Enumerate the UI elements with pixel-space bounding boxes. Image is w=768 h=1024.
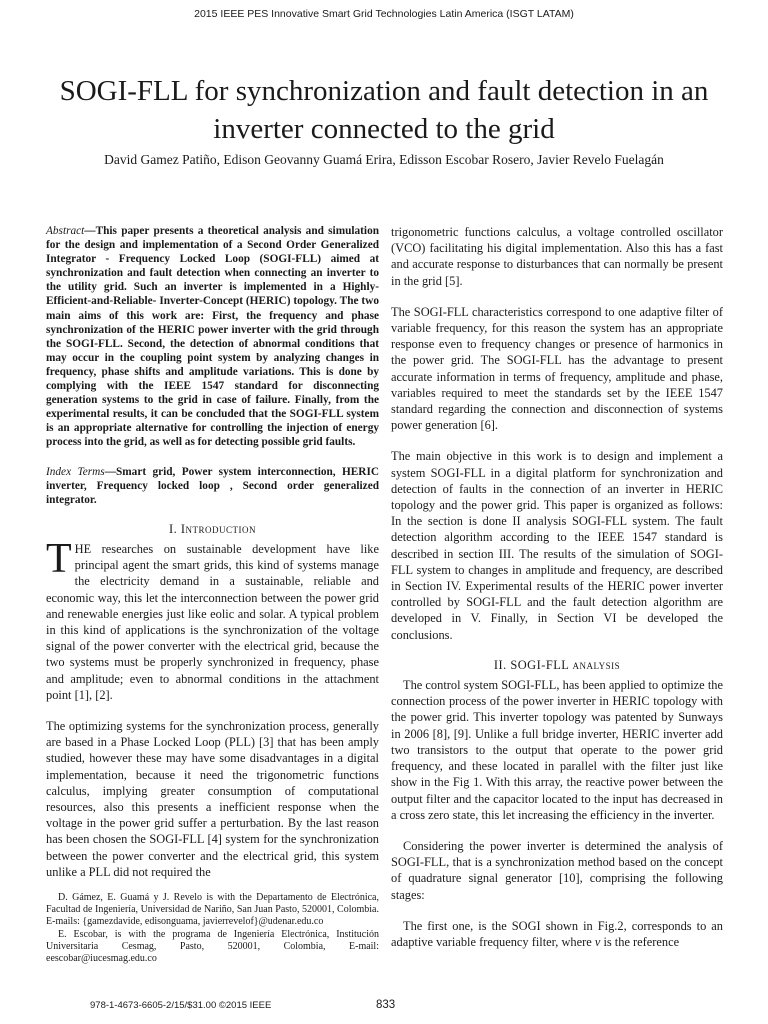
drop-cap: T: [46, 535, 72, 582]
footnote: E. Escobar, is with the programa de Ingeniería Electrónica, Institución Universitaria Cesmag, Pasto, 520001, Colombia, E-mail: eescobar@iucesmag.edu.co: [46, 928, 379, 965]
right-paragraph-1: trigonometric functions calculus, a voltage controlled oscillator (VCO) facilitating his digital implementation. Also this has a fast and accurate response to disturbances that can normally be present in the grid [5].: [391, 225, 723, 288]
page-number: 833: [376, 999, 396, 1011]
abstract-label: Abstract: [46, 225, 85, 237]
analysis-paragraph-2: Considering the power inverter is determined the analysis of SOGI-FLL, that is a synchronization method based on the concept of quadrature signal generator [10], comprising the following stages:: [391, 838, 723, 902]
section-title-suffix: analysis: [572, 657, 621, 672]
section-number: I.: [169, 521, 178, 536]
author-list: David Gamez Patiño, Edison Geovanny Guamá Erira, Edisson Escobar Rosero, Javier Revelo Fuelagán: [104, 152, 664, 167]
index-terms-label: Index Terms: [46, 465, 105, 478]
intro-paragraph-1-text: HE researches on sustainable development have like principal agent the smart grids, this kind of systems manage the electricity demand in a sustainable, reliable and economic way, this let the interconnection between the power grid and renewable energies just like eolic and solar. A typical problem in this kind of applications is the synchronization of the voltage signal of the power converter with the electrical grid, because the two systems must be properly synchronized in frequency, phase and amplitude; even to abnormal conditions in the attachment point [1], [2].: [46, 541, 379, 702]
section-title: Introduction: [180, 521, 256, 536]
footnotes: [46, 892, 379, 965]
index-terms-text: —Smart grid, Power system interconnection, HERIC inverter, Frequency locked loop , Second order generalized integrator.: [46, 465, 380, 506]
paper-title: SOGI-FLL for synchronization and fault detection in an inverter connected to the grid: [59, 75, 709, 145]
intro-paragraph-2: The optimizing systems for the synchronization process, generally are based in a Phase Locked Loop (PLL) [3] that has been amply studied, however these may have some disadvantages in a digital implementation, because it need the trigonometric functions calculus, implying greater consumption of computational resources, also this presents a inefficient response when the voltage in the power grid suffer a perturbation. By the last reason has been chosen the SOGI-FLL [4] system for the synchronization between the power converter and the electrical grid, this system unlike a PLL did not required the: [46, 719, 379, 879]
index-terms: [46, 465, 379, 507]
isbn-copyright: 978-1-4673-6605-2/15/$31.00 ©2015 IEEE: [90, 1000, 272, 1011]
abstract: [46, 224, 379, 450]
right-paragraph-2: The SOGI-FLL characteristics correspond to one adaptive filter of variable frequency, for this reason the system has an appropriate response even to frequency changes or presence of harmonics in the power grid. The SOGI-FLL has the advantage to present accurate information in terms of frequency, amplitude and phase, variables required to meet the standards set by the IEEE 1547 standard regarding the connection and disconnection of systems power generation [6].: [391, 304, 723, 433]
footnote: D. Gámez, E. Guamá y J. Revelo is with the Departamento de Electrónica, Facultad de Ingeniería, Universidad de Nariño, San Juan Pasto, 520001, Colombia. E-mails: {gamezdavide, edisonguama, javierrevelof}@udenar.edu.co: [46, 892, 379, 928]
abstract-text: —This paper presents a theoretical analysis and simulation for the design and implementation of a Second Order Generalized Integrator - Frequency Locked Loop (SOGI-FLL) aimed at synchronization and fault detection when connecting an inverter to the utility grid. Such an inverter is implemented in a Highly-Efficient-and-Reliable- Inverter-Concept (HERIC) topology. The two main aims of this work are: First, the frequency and phase synchronization of the HERIC power inverter with the grid through the SOGI-FLL. Second, the detection of abnormal conditions that may occur in the coupling point system by analyzing changes in frequency, phase shifts and amplitude variations. This is done by complying with the IEEE 1547 standard for disconnecting generation systems to the grid in case of failure. Finally, from the experimental results, it can be concluded that the SOGI-FLL system is an appropriate alternative for controlling the injection of energy process into the grid, as well as for detecting possible grid faults.: [46, 225, 379, 449]
left-column: [46, 224, 379, 965]
analysis-paragraph-3: [391, 918, 723, 950]
analysis-paragraph-3-text: The first one, is the SOGI shown in Fig.2, corresponds to an adaptive variable frequency filter, where: [391, 918, 723, 949]
variable-v: v: [594, 934, 601, 949]
section-heading-sogi-fll-analysis: [391, 657, 723, 673]
section-number: II.: [493, 657, 507, 672]
intro-paragraph-1: [46, 535, 379, 703]
analysis-paragraph-3-tail: is the reference: [600, 934, 680, 949]
section-title: SOGI-FLL: [510, 657, 569, 672]
section-heading-introduction: [46, 521, 379, 537]
analysis-paragraph-1: The control system SOGI-FLL, has been applied to optimize the connection process of the power inverter in HERIC topology with the power grid. This inverter topology was patented by Sunways in 2006 [8], [9]. Unlike a full bridge inverter, HERIC inverter add two transistors to the output that operate to the power grid frequency, and these located in parallel with the filter just like show in the Fig 1. With this array, the reactive power between the output filter and the capacitor located to the input has decreased in a cross zero state, this let increasing the efficiency in the inverter.: [391, 678, 723, 822]
conference-header: 2015 IEEE PES Innovative Smart Grid Technologies Latin America (ISGT LATAM): [194, 8, 574, 20]
right-paragraph-3: The main objective in this work is to design and implement a system SOGI-FLL in a digital platform for synchronization and detection of faults in the connection of an inverter in HERIC topology and the power grid. This paper is organized as follows: In the section is done II analysis SOGI-FLL system. The fault detection algorithm according to the IEEE 1547 standard is described in section III. The results of the simulation of SOGI-FLL system to changes in amplitude and frequency, are described in Section IV. Experimental results of the HERIC power inverter controlled by SOGI-FLL and the fault detection algorithm are developed in V. Finally, in Section VI be developed the conclusions.: [391, 449, 723, 642]
right-column: [391, 224, 723, 950]
